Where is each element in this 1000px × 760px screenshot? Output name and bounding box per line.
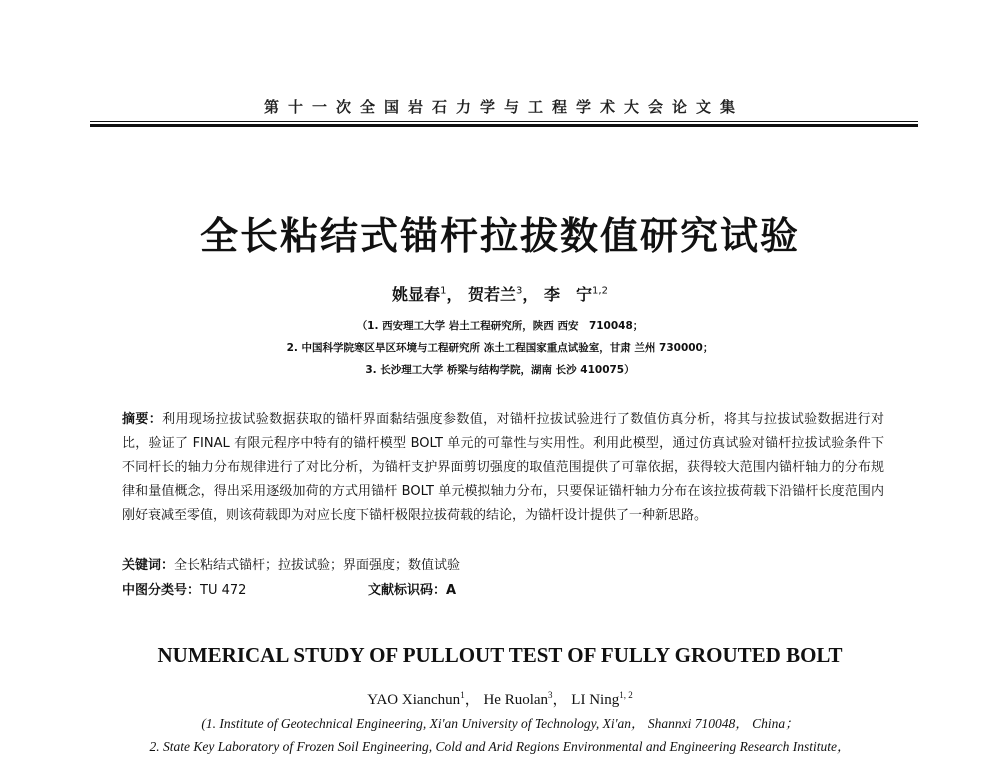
running-header: 第十一次全国岩石力学与工程学术大会论文集 bbox=[263, 98, 744, 116]
header-rule-thin bbox=[90, 121, 918, 122]
header-rule-thick bbox=[90, 124, 918, 127]
chinese-affiliation-2: 2. 中国科学院寒区旱区环境与工程研究所 冻土工程国家重点试验室，甘肃 兰州 730000； bbox=[286, 342, 714, 354]
author-sep: ， bbox=[552, 692, 568, 708]
english-affiliation-2: 2. State Key Laboratory of Frozen Soil Engineering, Cold and Arid Regions Environmental and Engineering Research Institute， bbox=[149, 739, 851, 754]
doc-value: A bbox=[446, 583, 457, 598]
author-sup: 1,2 bbox=[592, 285, 608, 297]
document-code bbox=[368, 579, 456, 598]
chinese-affiliation-1: （1. 西安理工大学 岩土工程研究所，陕西 西安 710048； bbox=[356, 320, 644, 332]
chinese-affiliation-3: 3. 长沙理工大学 桥梁与结构学院，湖南 长沙 410075） bbox=[365, 364, 635, 376]
class-value: TU 472 bbox=[200, 583, 247, 598]
english-authors bbox=[0, 688, 1000, 709]
author-sep: ， bbox=[522, 285, 539, 304]
author-sup: 3 bbox=[548, 690, 553, 700]
author-sup: 1, 2 bbox=[619, 690, 633, 700]
author-sep: ， bbox=[446, 285, 463, 304]
author-name: 李 宁 bbox=[544, 285, 593, 304]
chinese-abstract bbox=[122, 408, 884, 528]
keywords-text: 全长粘结式锚杆；拉拔试验；界面强度；数值试验 bbox=[174, 558, 461, 573]
english-affiliation-1: (1. Institute of Geotechnical Engineering, Xi'an University of Technology, Xi'an， Shannxi 710048， China； bbox=[201, 716, 799, 731]
chinese-title: 全长粘结式锚杆拉拔数值研究试验 bbox=[199, 214, 800, 258]
author-name: 姚显春 bbox=[392, 285, 441, 304]
chinese-authors bbox=[0, 282, 1000, 305]
english-title: NUMERICAL STUDY OF PULLOUT TEST OF FULLY GROUTED BOLT bbox=[157, 643, 843, 667]
author-sep: ， bbox=[464, 692, 480, 708]
chinese-keywords bbox=[122, 554, 460, 573]
author-name: He Ruolan bbox=[483, 692, 549, 708]
author-sup: 3 bbox=[516, 285, 523, 297]
class-label: 中图分类号： bbox=[122, 583, 201, 598]
author-name: LI Ning bbox=[571, 692, 620, 708]
author-sup: 1 bbox=[440, 285, 447, 297]
abstract-label: 摘要： bbox=[122, 412, 163, 427]
classification-number bbox=[122, 579, 246, 598]
keywords-label: 关键词： bbox=[122, 558, 175, 573]
author-name: 贺若兰 bbox=[468, 285, 517, 304]
doc-label: 文献标识码： bbox=[368, 583, 447, 598]
author-name: YAO Xianchun bbox=[367, 692, 461, 708]
abstract-text: 利用现场拉拔试验数据获取的锚杆界面黏结强度参数值，对锚杆拉拔试验进行了数值仿真分析，将其与拉拔试验数据进行对比，验证了 FINAL 有限元程序中特有的锚杆模型 BOLT 单元的可靠性与实用性。利用此模型，通过仿真试验对锚杆拉拔试验条件下不同杆长的轴力分布规律进行了对比分析，为锚杆支护界面剪切强度的取值范围提供了可靠依据，获得较大范围内锚杆轴力的分布规律和量值概念，得出采用逐级加荷的方式用锚杆 BOLT 单元模拟轴力分布，只要保证锚杆轴力分布在该拉拔荷载下沿锚杆长度范围内刚好衰减至零值，则该荷载即为对应长度下锚杆极限拉拔荷载的结论，为锚杆设计提供了一种新思路。 bbox=[122, 412, 884, 523]
author-sup: 1 bbox=[460, 690, 465, 700]
